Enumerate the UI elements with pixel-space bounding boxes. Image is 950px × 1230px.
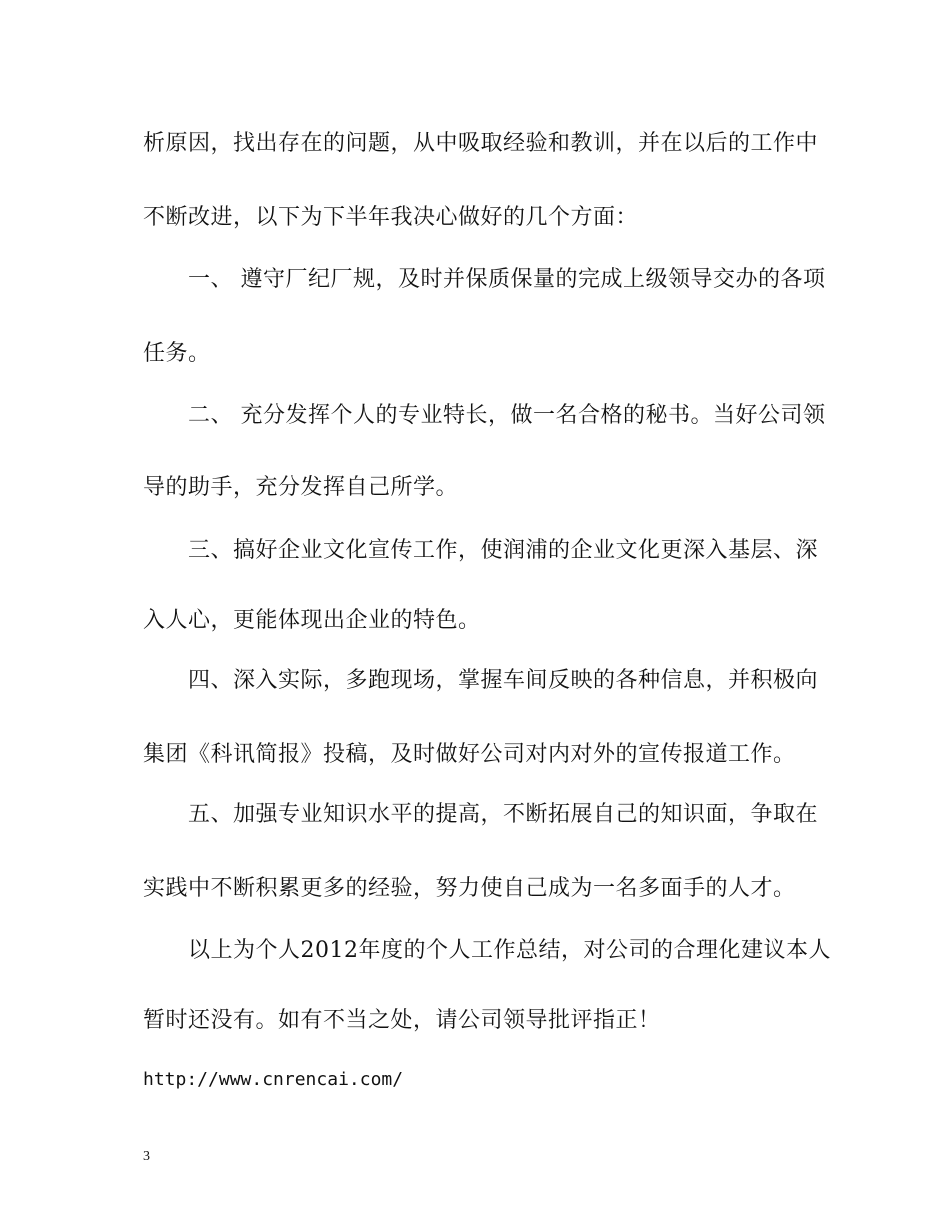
list-item-1-line: 一、 遵守厂纪厂规，及时并保质保量的完成上级领导交办的各项 <box>188 267 826 292</box>
page-number: 3 <box>143 1149 150 1164</box>
list-item-2-line: 导的助手，充分发挥自己所学。 <box>143 475 459 500</box>
website-url[interactable]: http://www.cnrencai.com/ <box>143 1069 404 1090</box>
list-item-2-line: 二、 充分发挥个人的专业特长，做一名合格的秘书。当好公司领 <box>188 403 826 428</box>
list-item-4-line: 集团《科讯简报》投稿，及时做好公司对内对外的宣传报道工作。 <box>143 742 796 767</box>
list-item-5-line: 五、加强专业知识水平的提高，不断拓展自己的知识面，争取在 <box>188 802 819 827</box>
list-item-5-line: 实践中不断积累更多的经验，努力使自己成为一名多面手的人才。 <box>143 876 796 901</box>
body-text-line: 不断改进，以下为下半年我决心做好的几个方面： <box>143 205 639 230</box>
closing-paragraph-line: 暂时还没有。如有不当之处，请公司领导批评指正！ <box>143 1008 661 1033</box>
list-item-3-line: 三、搞好企业文化宣传工作，使润浦的企业文化更深入基层、深 <box>188 538 819 563</box>
list-item-1-line: 任务。 <box>143 341 211 366</box>
list-item-3-line: 入人心，更能体现出企业的特色。 <box>143 608 481 633</box>
closing-paragraph-line: 以上为个人2012年度的个人工作总结，对公司的合理化建议本人 <box>188 938 831 963</box>
body-text-line: 析原因，找出存在的问题，从中吸取经验和教训，并在以后的工作中 <box>143 131 819 156</box>
list-item-4-line: 四、深入实际，多跑现场，掌握车间反映的各种信息，并积极向 <box>188 668 819 693</box>
